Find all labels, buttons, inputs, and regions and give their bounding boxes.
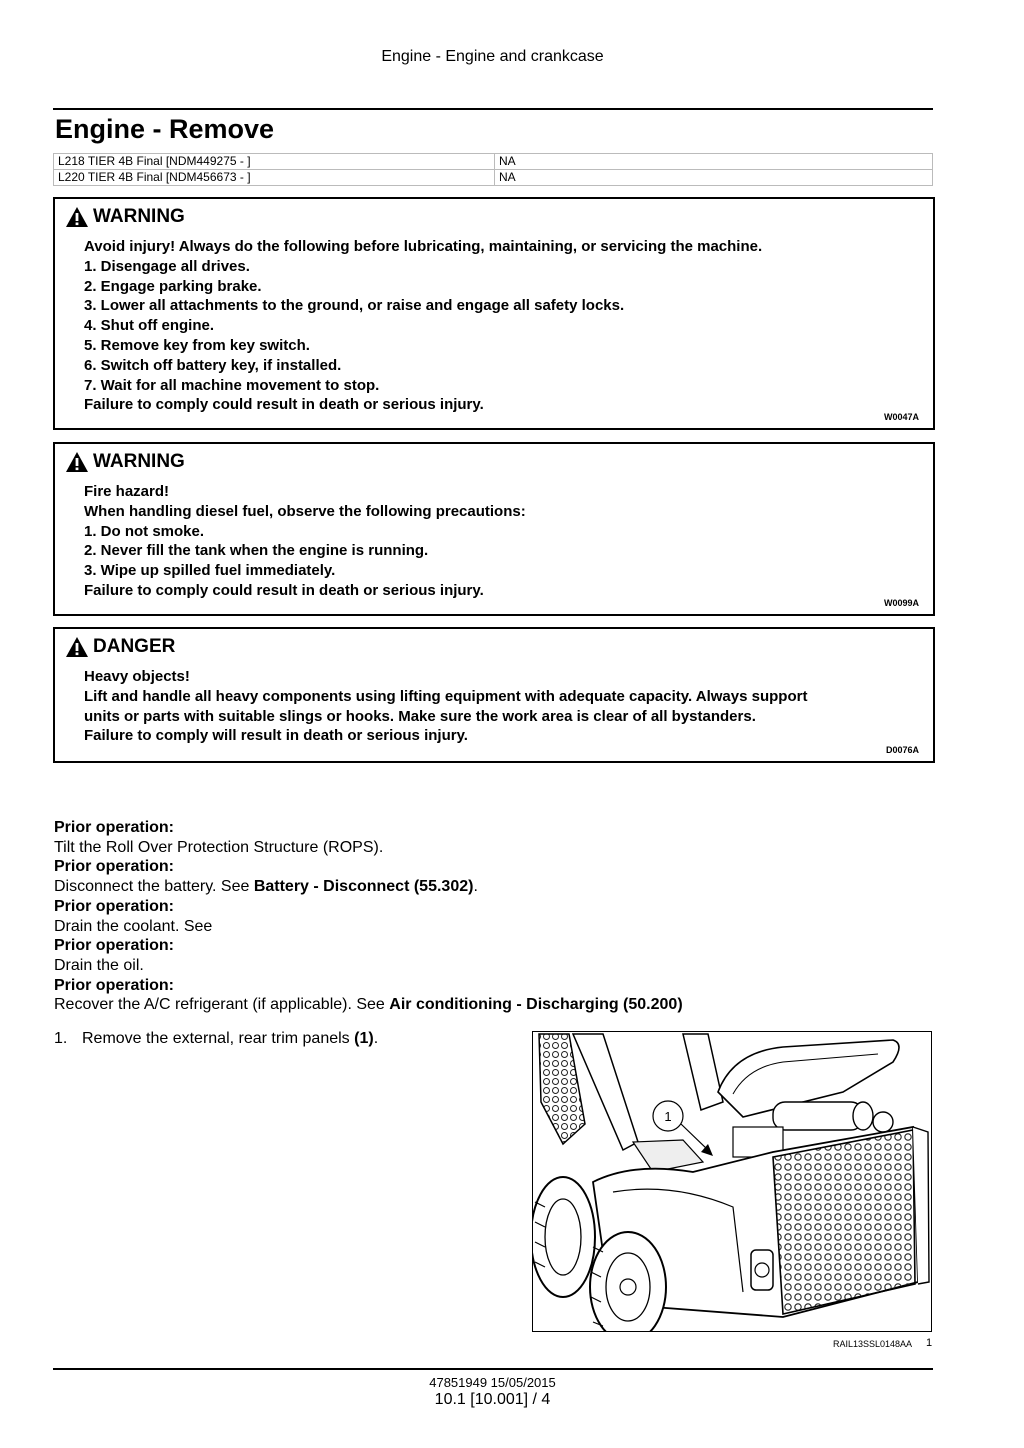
prior-operation-item: Drain the coolant. See <box>54 917 213 935</box>
warning-line: Failure to comply could result in death or serious injury. <box>84 581 484 599</box>
danger-line: Lift and handle all heavy components using lifting equipment with adequate capacity. Always support <box>84 687 808 705</box>
prior-operation-label: Prior operation: <box>54 897 175 915</box>
footer-page-number: 10.1 [10.001] / 4 <box>434 1391 551 1408</box>
danger-level: DANGER <box>93 636 176 657</box>
warning-line: 7. Wait for all machine movement to stop. <box>84 376 380 394</box>
warning-line: Failure to comply could result in death or serious injury. <box>84 396 484 414</box>
prior-operation-item: Disconnect the battery. See Battery - Disconnect (55.302). <box>54 878 478 896</box>
warning-text <box>84 237 924 415</box>
warning-triangle-icon <box>65 451 89 473</box>
table-row <box>54 170 933 186</box>
status-cell: NA <box>495 170 933 186</box>
warning-line: Fire hazard! <box>84 483 170 500</box>
warning-text <box>84 482 924 601</box>
warning-line: When handling diesel fuel, observe the following precautions: <box>84 502 526 520</box>
prior-operations <box>54 818 683 1015</box>
warning-line: 5. Remove key from key switch. <box>84 336 310 354</box>
prior-operation-item: Drain the oil. <box>54 956 144 974</box>
danger-line: Heavy objects! <box>84 668 190 685</box>
callout-number: 1 <box>664 1109 672 1124</box>
header-rule <box>53 108 933 110</box>
warning-box <box>53 197 935 430</box>
model-applicability-table <box>53 153 933 186</box>
warning-line: 2. Engage parking brake. <box>84 277 262 295</box>
warning-line: 4. Shut off engine. <box>84 317 214 335</box>
prior-operation-item: Tilt the Roll Over Protection Structure (ROPS). <box>54 838 384 856</box>
warning-line: 3. Wipe up spilled fuel immediately. <box>84 562 336 580</box>
step-reference: (1) <box>354 1030 374 1047</box>
danger-heading <box>65 636 175 658</box>
warning-line: 1. Disengage all drives. <box>84 257 250 275</box>
prior-operation-label: Prior operation: <box>54 976 175 994</box>
running-header: Engine - Engine and crankcase <box>381 48 604 65</box>
skid-steer-illustration <box>533 1032 931 1331</box>
warning-box <box>53 442 935 616</box>
footer-rule <box>53 1368 933 1370</box>
warning-code: W0099A <box>883 598 919 608</box>
warning-level: WARNING <box>93 451 185 472</box>
procedure-step: 1. Remove the external, rear trim panels (1). <box>54 1030 379 1047</box>
prior-operation-label: Prior operation: <box>54 819 175 836</box>
warning-code: W0047A <box>883 412 919 422</box>
cross-reference-link[interactable]: Air conditioning - Discharging (50.200) <box>389 996 683 1014</box>
danger-box <box>53 627 935 763</box>
step-text: Remove the external, rear trim panels <box>82 1030 355 1047</box>
prior-operation-label: Prior operation: <box>54 937 175 955</box>
warning-line: Avoid injury! Always do the following before lubricating, maintaining, or servicing the machine. <box>84 238 763 255</box>
cross-reference-link[interactable]: Battery - Disconnect (55.302) <box>253 878 474 896</box>
warning-level: WARNING <box>93 206 185 227</box>
danger-line: Failure to comply will result in death or serious injury. <box>84 727 468 745</box>
warning-heading <box>65 451 185 473</box>
warning-line: 1. Do not smoke. <box>84 522 205 540</box>
prior-operation-label: Prior operation: <box>54 858 175 876</box>
table-row <box>54 154 933 170</box>
model-cell: L218 TIER 4B Final [NDM449275 - ] <box>54 154 495 170</box>
danger-triangle-icon <box>65 636 89 658</box>
warning-triangle-icon <box>65 206 89 228</box>
page-title: Engine - Remove <box>55 114 275 144</box>
step-number: 1. <box>54 1030 68 1047</box>
status-cell: NA <box>495 154 933 170</box>
warning-line: 6. Switch off battery key, if installed. <box>84 356 342 374</box>
figure-number: 1 <box>926 1337 933 1349</box>
warning-heading <box>65 206 185 228</box>
prior-operation-item: Recover the A/C refrigerant (if applicable). See Air conditioning - Discharging (50.200) <box>54 996 683 1014</box>
danger-line: units or parts with suitable slings or hooks. Make sure the work area is clear of all bystanders. <box>84 707 756 725</box>
warning-line: 2. Never fill the tank when the engine is running. <box>84 542 429 560</box>
figure-skid-steer-rear <box>532 1031 932 1332</box>
model-cell: L220 TIER 4B Final [NDM456673 - ] <box>54 170 495 186</box>
figure-caption: RAIL13SSL0148AA <box>833 1339 913 1349</box>
danger-code: D0076A <box>885 745 919 755</box>
warning-line: 3. Lower all attachments to the ground, or raise and engage all safety locks. <box>84 297 625 315</box>
footer-doc-id: 47851949 15/05/2015 <box>429 1375 556 1390</box>
danger-text <box>84 667 924 746</box>
